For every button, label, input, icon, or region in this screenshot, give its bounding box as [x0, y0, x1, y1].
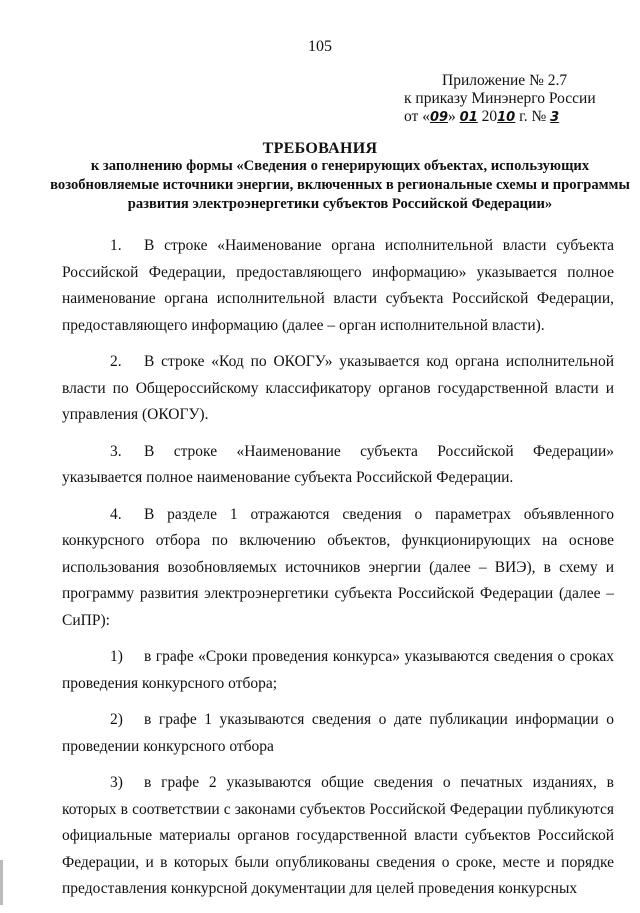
paragraph-number: 4. [110, 505, 122, 523]
paragraph-number: 3. [110, 442, 122, 460]
paragraph-number: 2) [110, 711, 123, 728]
paragraph-text: В строке «Наименование субъекта Российской Федерации» указывается полное наименование субъекта Российской Федерации. [62, 442, 614, 486]
paragraph-2 [62, 349, 614, 429]
document-subtitle: к заполнению формы «Сведения о генерирующих объектах, использующих возобновляемые источники энергии, включенных в региональные схемы и программы развития электроэнергетики субъектов Российской Федерации» [50, 158, 630, 212]
annex-order: к приказу Минэнерго России [404, 90, 596, 107]
paragraph-1 [62, 233, 614, 339]
subparagraph-3 [62, 770, 614, 903]
annex-year-suffix: 10 [497, 110, 516, 125]
paragraph-text: В строке «Код по ОКОГУ» указывается код органа исполнительной власти по Общероссийскому классификатору органов государственной власти и управления (ОКОГУ). [62, 353, 614, 423]
annex-block [404, 72, 596, 127]
annex-title: Приложение № 2.7 [442, 72, 568, 89]
annex-date-prefix: от « [404, 108, 430, 125]
page-number: 105 [308, 38, 332, 55]
paragraph-text: в графе 2 указываются общие сведения о печатных изданиях, в которых в соответствии с законами субъектов Российской Федерации публикуются официальные материалы органов государственной власти субъектов Российской Федерации, и в которых были опубликованы сведения о сроке, месте и порядке предоставления конкурсной документации для целей проведения конкурсных [62, 774, 614, 897]
subparagraph-1 [62, 644, 614, 697]
paragraph-3 [62, 439, 614, 492]
scan-edge-mark [0, 860, 3, 905]
paragraph-number: 2. [110, 353, 122, 370]
annex-year-prefix: 20 [481, 108, 498, 125]
paragraph-number: 1) [110, 648, 123, 665]
annex-day: 09 [429, 110, 449, 125]
paragraph-4 [62, 502, 614, 635]
subparagraph-2 [62, 707, 614, 760]
paragraph-text: в графе 1 указываются сведения о дате публикации информации о проведении конкурсного отбора [62, 711, 614, 755]
annex-month: 01 [459, 110, 478, 125]
document-title: ТРЕБОВАНИЯ [262, 140, 378, 157]
paragraph-number: 1. [110, 237, 122, 254]
annex-date-line [404, 108, 596, 127]
paragraph-text: В строке «Наименование органа исполнительной власти субъекта Российской Федерации, предоставляющего информацию» указывается полное наименование органа исполнительной власти субъекта Российской Федерации, предоставляющего информацию (далее – орган исполнительной власти). [62, 237, 614, 334]
annex-date-mid: » [448, 108, 456, 125]
annex-year-end: г. № [519, 108, 547, 125]
document-body [62, 233, 614, 913]
paragraph-text: В разделе 1 отражаются сведения о параметрах объявленного конкурсного отбора по включению объектов, функционирующих на основе использования возобновляемых источников энергии (далее – ВИЭ), в схему и программу развития электроэнергетики субъекта Российской Федерации (далее – СиПР): [62, 505, 614, 629]
paragraph-text: в графе «Сроки проведения конкурса» указываются сведения о сроках проведения конкурсного отбора; [62, 648, 614, 692]
annex-number: 3 [550, 110, 560, 125]
paragraph-number: 3) [110, 774, 123, 791]
